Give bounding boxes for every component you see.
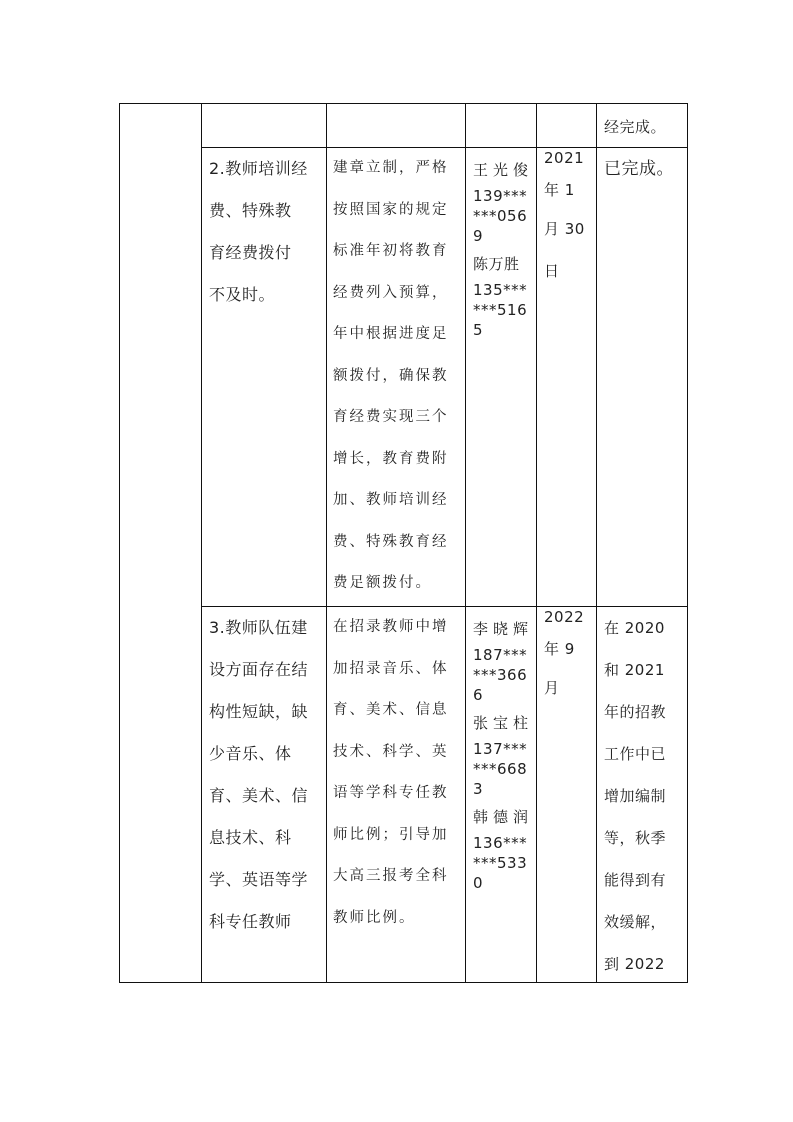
status-line: 能得到有 [604, 871, 667, 889]
status-line: 工作中已 [604, 745, 667, 763]
contact-phone: 6 [473, 686, 484, 704]
status-line: 已完成。 [604, 159, 674, 179]
contact-phone: ***668 [473, 760, 528, 778]
contact-name: 韩德润 [473, 808, 534, 826]
row1-measure [333, 148, 449, 605]
row2-contacts [473, 613, 533, 893]
contact-phone: 187*** [473, 646, 528, 664]
measure-line: 按照国家的规定 [333, 201, 449, 218]
deadline-line: 年 9 [544, 640, 575, 658]
status-line: 效缓解， [604, 913, 667, 931]
contact-phone: 137*** [473, 740, 528, 758]
deadline-line: 月 [544, 679, 560, 697]
measure-line: 费、特殊教育经 [333, 533, 449, 550]
measure-line: 建章立制，严格 [333, 160, 449, 176]
contact-phone: 139*** [473, 187, 528, 205]
row1-contacts [473, 154, 533, 340]
issue-line: 2.教师培训经 [209, 159, 308, 178]
measure-line: 费足额拨付。 [333, 575, 432, 591]
row2-deadline [544, 607, 584, 709]
contact-phone: ***533 [473, 854, 528, 872]
measure-line: 年中根据进度足 [333, 326, 449, 342]
row0-status [604, 114, 666, 140]
contact-phone: 136*** [473, 834, 528, 852]
measure-line: 育、美术、信息 [333, 702, 449, 718]
status-line: 经完成。 [604, 118, 667, 136]
row2-status [604, 607, 666, 985]
contact-phone: 3 [473, 780, 484, 798]
issue-line: 设方面存在结 [209, 660, 309, 679]
issue-line: 学、英语等学 [209, 870, 309, 889]
row1-status [604, 148, 674, 190]
contact-phone: ***366 [473, 666, 528, 684]
measure-line: 在招录教师中增 [333, 619, 449, 635]
contact-phone: ***056 [473, 207, 528, 225]
contact-name: 李晓辉 [473, 620, 534, 638]
status-line: 和 2021 [604, 661, 665, 679]
status-line: 增加编制 [604, 787, 667, 805]
issue-line: 构性短缺，缺 [209, 702, 309, 721]
issue-line: 育、美术、信 [209, 786, 309, 805]
deadline-line: 2022 [544, 608, 585, 626]
row2-measure [333, 607, 449, 939]
measure-line: 语等学科专任教 [333, 785, 449, 801]
measure-line: 技术、科学、英 [333, 743, 449, 760]
issue-line: 费、特殊教 [209, 201, 292, 220]
status-line: 年的招教 [604, 703, 667, 721]
measure-line: 大高三报考全科 [333, 868, 449, 884]
measure-line: 标准年初将教育 [333, 243, 449, 259]
contact-name: 陈万胜 [473, 255, 520, 273]
issue-line: 少音乐、体 [209, 744, 292, 763]
measure-line: 经费列入预算， [333, 284, 449, 301]
issue-line: 不及时。 [209, 285, 276, 304]
contact-phone: 5 [473, 321, 484, 339]
contact-phone: 0 [473, 874, 484, 892]
contact-name: 张宝柱 [473, 714, 534, 732]
measure-line: 增长，教育费附 [333, 450, 449, 467]
deadline-line: 年 1 [544, 181, 575, 199]
status-line: 等，秋季 [604, 829, 667, 847]
issue-line: 科专任教师 [209, 912, 292, 931]
deadline-line: 月 30 [544, 220, 585, 238]
measure-line: 加、教师培训经 [333, 492, 449, 508]
status-line: 到 2022 [604, 955, 665, 973]
issue-line: 育经费拨付 [209, 243, 292, 262]
measure-line: 额拨付，确保教 [333, 367, 449, 384]
deadline-line: 2021 [544, 149, 585, 167]
measure-line: 育经费实现三个 [333, 409, 449, 425]
deadline-line: 日 [544, 262, 560, 280]
measure-line: 加招录音乐、体 [333, 660, 449, 677]
status-line: 在 2020 [604, 619, 665, 637]
contact-phone: 135*** [473, 281, 528, 299]
measure-line: 教师比例。 [333, 909, 416, 926]
contact-name: 王光俊 [473, 161, 534, 179]
row1-issue [209, 148, 308, 316]
issue-line: 息技术、科 [209, 828, 292, 847]
row2-issue [209, 607, 308, 943]
issue-line: 3.教师队伍建 [209, 618, 308, 637]
contact-phone: 9 [473, 227, 484, 245]
contact-phone: ***516 [473, 301, 528, 319]
measure-line: 师比例；引导加 [333, 826, 449, 843]
row1-deadline [544, 148, 585, 292]
